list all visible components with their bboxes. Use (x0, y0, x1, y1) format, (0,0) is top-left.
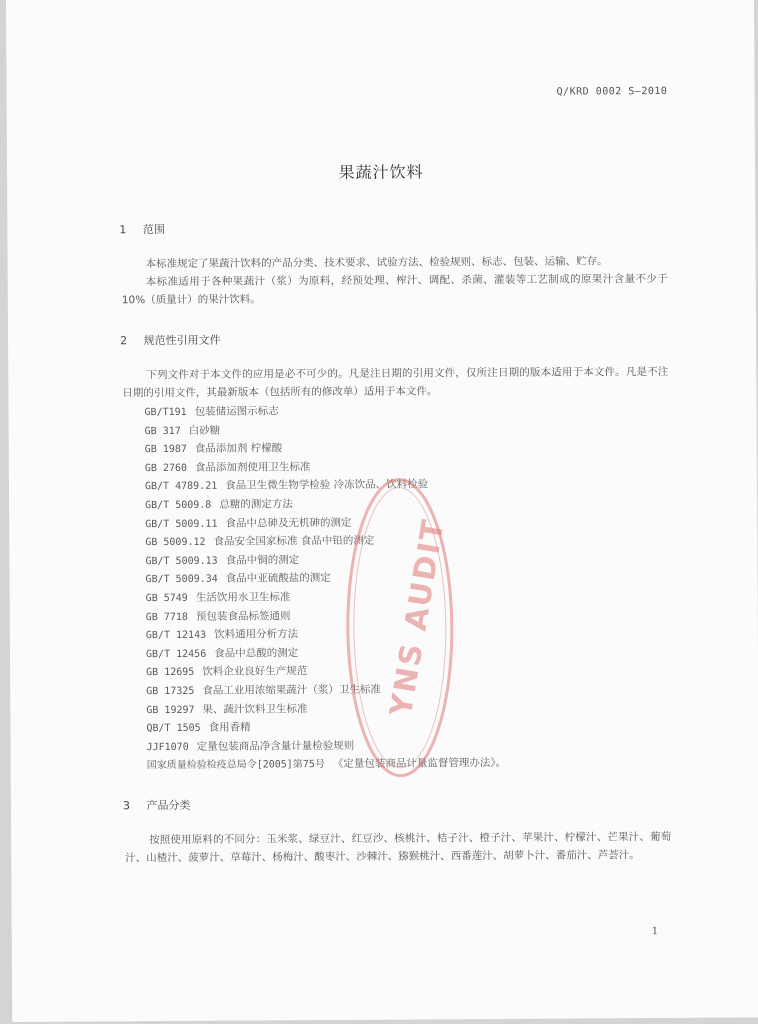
reference-item (145, 513, 505, 534)
reference-title: 《定量包装商品计量监督管理办法》。 (332, 757, 507, 771)
reference-title: 食品中亚硫酸盐的测定 (225, 572, 331, 586)
paragraph: 下列文件对于本文件的应用是必不可少的。凡是注日期的引用文件，仅所注日期的版本适用于本文件。凡是不注日期的引用文件，其最新版本（包括所有的修改单）适用于本文件。 (122, 365, 669, 400)
reference-title: 定量包装商品净含量计量检验规则 (196, 739, 355, 753)
section-heading-3 (123, 797, 191, 813)
reference-code: GB/T 5009.8 (145, 499, 212, 512)
reference-code: GB 1987 (144, 444, 187, 456)
reference-item (145, 568, 505, 589)
reference-title: 白砂糖 (188, 424, 221, 437)
reference-item (145, 494, 505, 515)
reference-item (147, 736, 507, 757)
section-number: 2 (120, 334, 128, 348)
reference-item (146, 643, 506, 664)
reference-code: GB/T 12456 (145, 648, 207, 660)
document-page (6, 0, 758, 1022)
reference-code: GB 5009.12 (145, 536, 206, 549)
reference-code: GB/T 4789.21 (144, 481, 218, 493)
section-title: 产品分类 (146, 798, 191, 813)
reference-item (145, 475, 505, 496)
reference-code: GB/T 5009.13 (145, 555, 218, 567)
paragraph: 按照使用原料的不同分：玉米浆、绿豆汁、红豆沙、核桃汁、桔子汁、橙子汁、苹果汁、柠檬汁、芒果汁、葡萄汁、山楂汁、菠萝汁、草莓汁、杨梅汁、酸枣汁、沙棘汁、猕猴桃汁、西番莲汁、胡萝卜汁、番茄汁、芦荟汁。 (125, 830, 672, 865)
reference-title: 饮料企业良好生产规范 (202, 665, 308, 679)
reference-title: 生活饮用水卫生标准 (195, 591, 291, 604)
reference-title: 食品安全国家标准 食品中铅的测定 (213, 534, 375, 548)
section-heading-2 (120, 332, 221, 349)
reference-title: 食品中铜的测定 (225, 553, 300, 567)
reference-item (146, 624, 506, 645)
section-title: 规范性引用文件 (143, 333, 221, 348)
section-heading-1 (119, 221, 165, 237)
reference-item (144, 401, 504, 422)
reference-code: GB 7718 (145, 611, 188, 623)
reference-title: 总糖的测定方法 (219, 498, 293, 511)
section-title: 范围 (142, 223, 165, 237)
reference-code: GB/T 5009.34 (145, 574, 218, 586)
reference-code: GB 317 (144, 425, 181, 437)
reference-code: GB 17325 (146, 685, 195, 698)
reference-title: 食品中总砷及无机砷的测定 (225, 516, 352, 530)
reference-item (146, 605, 506, 626)
reference-title: 食品添加剂 柠檬酸 (194, 442, 283, 456)
reference-item (146, 698, 506, 719)
section-number: 3 (122, 799, 130, 813)
reference-code: GB 2760 (144, 462, 188, 474)
reference-item (145, 438, 505, 459)
reference-item (146, 661, 506, 682)
reference-code: 国家质量检验检疫总局令[2005]第75号 (146, 759, 325, 772)
reference-title: 食品工业用浓缩果蔬汁（浆）卫生标准 (202, 683, 381, 697)
reference-code: GB 12695 (146, 667, 195, 679)
reference-list (144, 401, 506, 775)
reference-title: 预包装食品标签通则 (195, 609, 291, 623)
reference-title: 包装储运图示标志 (194, 405, 279, 418)
stamp-text: YNS AUDIT (383, 515, 452, 719)
reference-item (145, 550, 505, 571)
reference-code: JJF1070 (146, 741, 189, 753)
reference-item (145, 420, 505, 441)
reference-title: 食用香精 (208, 721, 251, 734)
reference-code: GB 5749 (145, 592, 188, 605)
document-title: 果蔬汁饮料 (338, 162, 424, 182)
reference-code: GB 19297 (146, 704, 195, 716)
reference-item (147, 754, 507, 775)
reference-title: 食品添加剂使用卫生标准 (194, 460, 311, 474)
page-number: 1 (651, 926, 659, 938)
reference-item (146, 680, 506, 701)
reference-code: QB/T 1505 (146, 722, 201, 735)
reference-item (145, 457, 505, 478)
reference-title: 果、蔬汁饮料卫生标准 (202, 702, 308, 716)
reference-code: GB/T191 (144, 406, 187, 419)
reference-code: GB/T 5009.11 (145, 518, 218, 530)
reference-title: 饮料通用分析方法 (214, 628, 299, 641)
reference-code: GB/T 12143 (145, 629, 207, 642)
paragraph: 本标准适用于各种果蔬汁（浆）为原料，经预处理、榨汁、调配、杀菌、灌装等工艺制成的原果汁含量不少于10%（质量计）的果汁饮料。 (121, 272, 668, 307)
reference-title: 食品中总酸的测定 (214, 646, 299, 660)
reference-item (146, 587, 506, 608)
reference-item (146, 717, 506, 738)
document-code: Q/KRD 0002 S—2010 (556, 85, 668, 98)
paragraph: 本标准规定了果蔬汁饮料的产品分类、技术要求、试验方法、检验规则、标志、包装、运输、贮存。 (145, 255, 608, 271)
reference-title: 食品卫生微生物学检验 冷冻饮品、饮料检验 (225, 478, 429, 493)
section-number: 1 (119, 223, 127, 237)
reference-item (145, 531, 505, 552)
